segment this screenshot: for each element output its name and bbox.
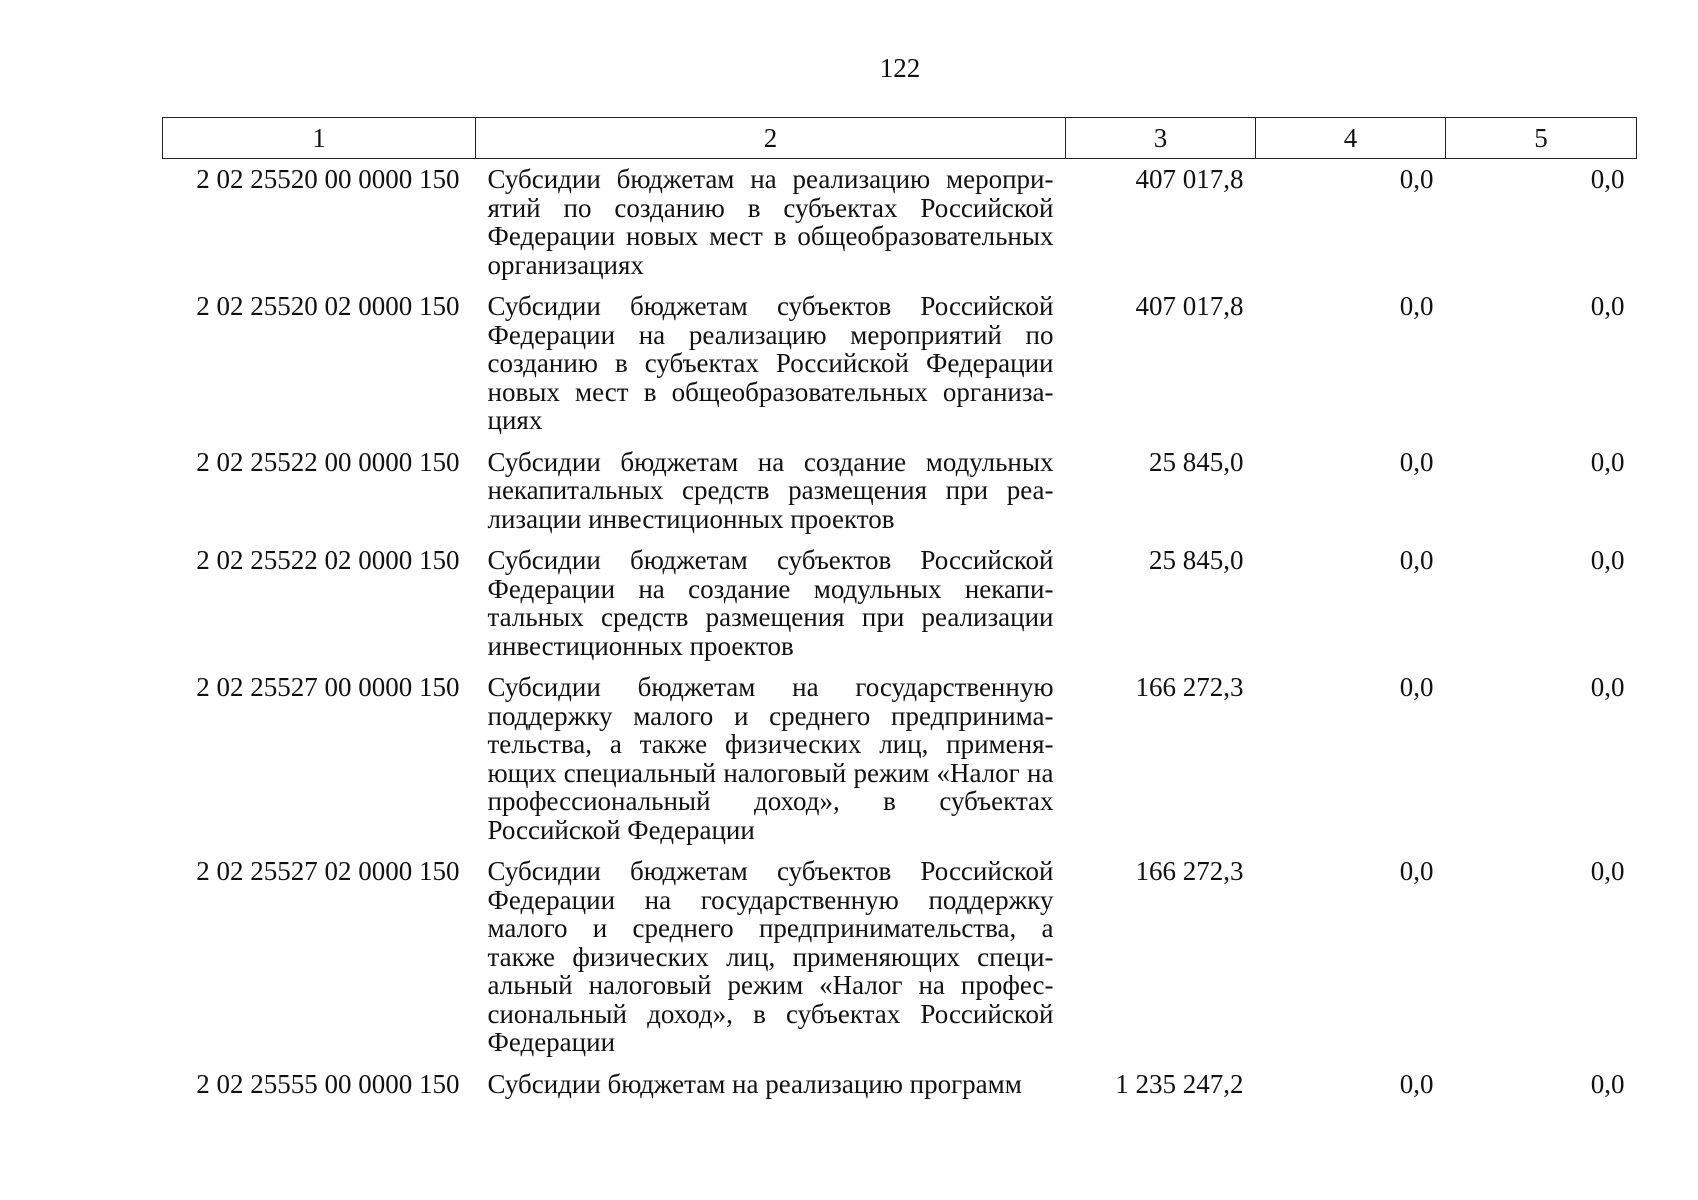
budget-code: 2 02 25520 02 0000 150 — [196, 291, 460, 321]
amount-col-3: 407 017,8 — [1135, 291, 1244, 321]
amount-col-5: 0,0 — [1590, 446, 1625, 477]
amount-col-3: 407 017,8 — [1135, 164, 1244, 194]
table-row — [163, 540, 1637, 667]
item-description: Субсидии бюджетам субъектов Российской Федерации на создание модульных некапитальных средств размещения при реализации инвестиционных проектов — [487, 545, 1054, 661]
amount-col-4: 0,0 — [1399, 545, 1434, 575]
table-row — [163, 667, 1637, 851]
amount-col-4: 0,0 — [1399, 446, 1434, 477]
amount-col-3: 25 845,0 — [1149, 446, 1244, 477]
page-number: 122 — [879, 53, 921, 83]
table-row — [163, 159, 1637, 287]
table-row — [163, 851, 1637, 1064]
amount-col-3: 166 272,3 — [1135, 672, 1244, 702]
item-description: Субсидии бюджетам субъектов Российской Федерации на реализацию мероприятий по созданию в субъектах Российской Федерации новых мест в общеобразовательных организациях — [487, 291, 1054, 435]
amount-col-5: 0,0 — [1590, 291, 1625, 321]
budget-code: 2 02 25520 00 0000 150 — [196, 164, 460, 194]
item-description: Субсидии бюджетам на реализацию программ — [487, 1068, 1022, 1099]
amount-col-3: 166 272,3 — [1135, 856, 1244, 886]
table-row — [163, 442, 1637, 541]
budget-code: 2 02 25527 00 0000 150 — [196, 672, 460, 702]
header-col-3: 3 — [1066, 118, 1256, 159]
header-col-5: 5 — [1446, 118, 1637, 159]
table-header — [163, 118, 1637, 159]
item-description: Субсидии бюджетам на создание модульных некапитальных средств размещения при реализации инвестиционных проектов — [487, 446, 1054, 534]
budget-table — [162, 117, 1637, 1105]
amount-col-5: 0,0 — [1590, 672, 1625, 702]
amount-col-3: 1 235 247,2 — [1115, 1068, 1244, 1099]
header-row — [163, 118, 1637, 159]
budget-code: 2 02 25555 00 0000 150 — [196, 1068, 460, 1099]
header-col-4: 4 — [1256, 118, 1446, 159]
amount-col-4: 0,0 — [1399, 1068, 1434, 1099]
item-description: Субсидии бюджетам субъектов Российской Федерации на государственную поддержку малого и среднего предпринимательства, а также физических лиц, применяющих специальный налоговый режим «Налог на профессиональный доход», в субъектах Российской Федерации — [487, 856, 1054, 1057]
budget-code: 2 02 25522 02 0000 150 — [196, 545, 460, 575]
header-col-2: 2 — [476, 118, 1066, 159]
amount-col-4: 0,0 — [1399, 164, 1434, 194]
header-col-1: 1 — [163, 118, 476, 159]
budget-code: 2 02 25522 00 0000 150 — [196, 446, 460, 477]
amount-col-3: 25 845,0 — [1149, 545, 1244, 575]
amount-col-4: 0,0 — [1399, 672, 1434, 702]
table-body — [163, 159, 1637, 1106]
amount-col-4: 0,0 — [1399, 856, 1434, 886]
item-description: Субсидии бюджетам на реализацию мероприятий по созданию в субъектах Российской Федерации новых мест в общеобразовательных организациях — [487, 164, 1054, 280]
table-row — [163, 286, 1637, 442]
amount-col-5: 0,0 — [1590, 856, 1625, 886]
amount-col-5: 0,0 — [1590, 545, 1625, 575]
budget-code: 2 02 25527 02 0000 150 — [196, 856, 460, 886]
item-description: Субсидии бюджетам на государственную поддержку малого и среднего предпринимательства, а также физических лиц, применяющих специальный налоговый режим «Налог на профессиональный доход», в субъектах Российской Федерации — [487, 672, 1054, 845]
amount-col-5: 0,0 — [1590, 1068, 1625, 1099]
amount-col-4: 0,0 — [1399, 291, 1434, 321]
amount-col-5: 0,0 — [1590, 164, 1625, 194]
table-row — [163, 1064, 1637, 1106]
